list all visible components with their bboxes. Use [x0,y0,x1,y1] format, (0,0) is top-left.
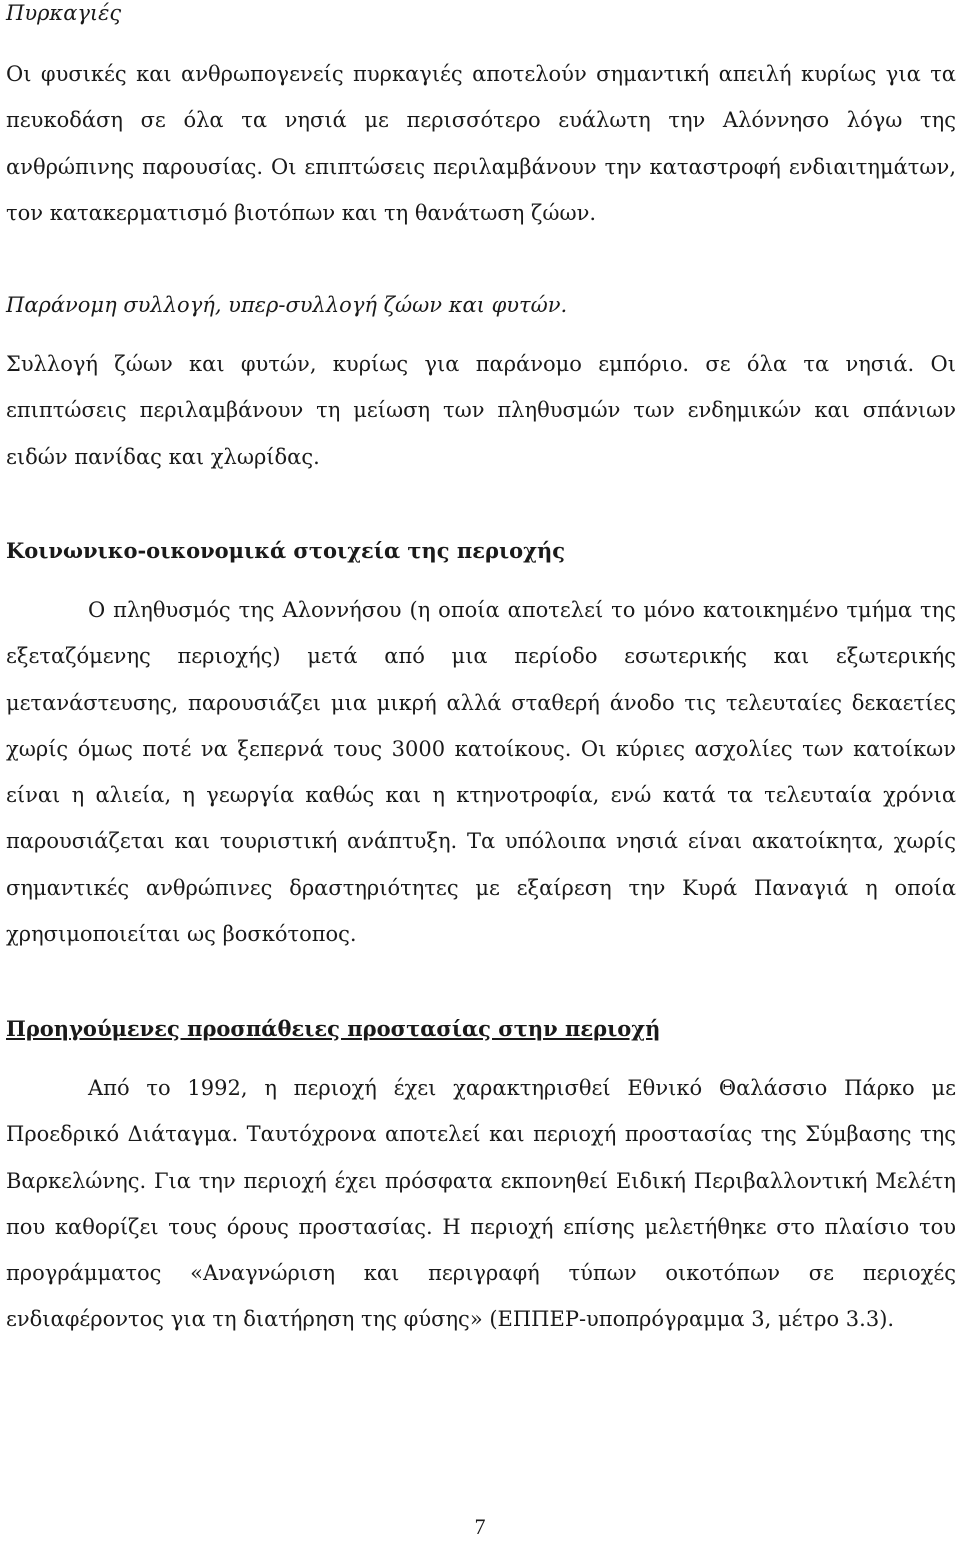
protection-paragraph: Από το 1992, η περιοχή έχει χαρακτηρισθεί Εθνικό Θαλάσσιο Πάρκο με Προεδρικό Διάταγμα. Ταυτόχρονα αποτελεί και περιοχή προστασίας της Σύμβασης της Βαρκελώνης. Για την περιοχή έχει πρόσφατα εκπονηθεί Ειδική Περιβαλλοντική Μελέτη που καθορίζει τους όρους προστασίας. Η περιοχή επίσης μελετήθηκε στο πλαίσιο του προγράμματος «Αναγνώριση και περιγραφή τύπων οικοτόπων σε περιοχές ενδιαφέροντος για τη διατήρηση της φύσης» (ΕΠΠΕΡ-υποπρόγραμμα 3, μέτρο 3.3). [6,1076,956,1332]
protection-heading: Προηγούμενες προσπάθειες προστασίας στην περιοχή [6,1016,661,1041]
fires-title: Πυρκαγιές [6,1,122,25]
socioeconomic-paragraph: Ο πληθυσμός της Αλοννήσου (η οποία αποτελεί το μόνο κατοικημένο τμήμα της εξεταζόμενης περιοχής) μετά από μια περίοδο εσωτερικής και εξωτερικής μετανάστευσης, παρουσιάζει μια μικρή αλλά σταθερή άνοδο τις τελευταίες δεκαετίες χωρίς όμως ποτέ να ξεπερνά τους 3000 κατοίκους. Οι κύριες ασχολίες των κατοίκων είναι η αλιεία, η γεωργία καθώς και η κτηνοτροφία, ενώ κατά τα τελευταία χρόνια παρουσιάζεται και τουριστική ανάπτυξη. Τα υπόλοιπα νησιά είναι ακατοίκητα, χωρίς σημαντικές ανθρώπινες δραστηριότητες με εξαίρεση την Κυρά Παναγιά η οποία χρησιμοποιείται ως βοσκότοπος. [6,598,956,947]
socioeconomic-heading: Κοινωνικο-οικονομικά στοιχεία της περιοχής [6,538,566,563]
page-number: 7 [474,1514,486,1539]
fires-paragraph: Οι φυσικές και ανθρωπογενείς πυρκαγιές αποτελούν σημαντική απειλή κυρίως για τα πευκοδάση σε όλα τα νησιά με περισσότερο ευάλωτη την Αλόννησο λόγω της ανθρώπινης παρουσίας. Οι επιπτώσεις περιλαμβάνουν την καταστροφή ενδιαιτημάτων, τον κατακερματισμό βιοτόπων και τη θανάτωση ζώων. [6,62,956,225]
illegal-collection-title: Παράνομη συλλογή, υπερ-συλλογή ζώων και φυτών. [6,293,568,317]
illegal-collection-paragraph: Συλλογή ζώων και φυτών, κυρίως για παράνομο εμπόριο. σε όλα τα νησιά. Οι επιπτώσεις περιλαμβάνουν τη μείωση των πληθυσμών των ενδημικών και σπάνιων ειδών πανίδας και χλωρίδας. [6,352,956,469]
